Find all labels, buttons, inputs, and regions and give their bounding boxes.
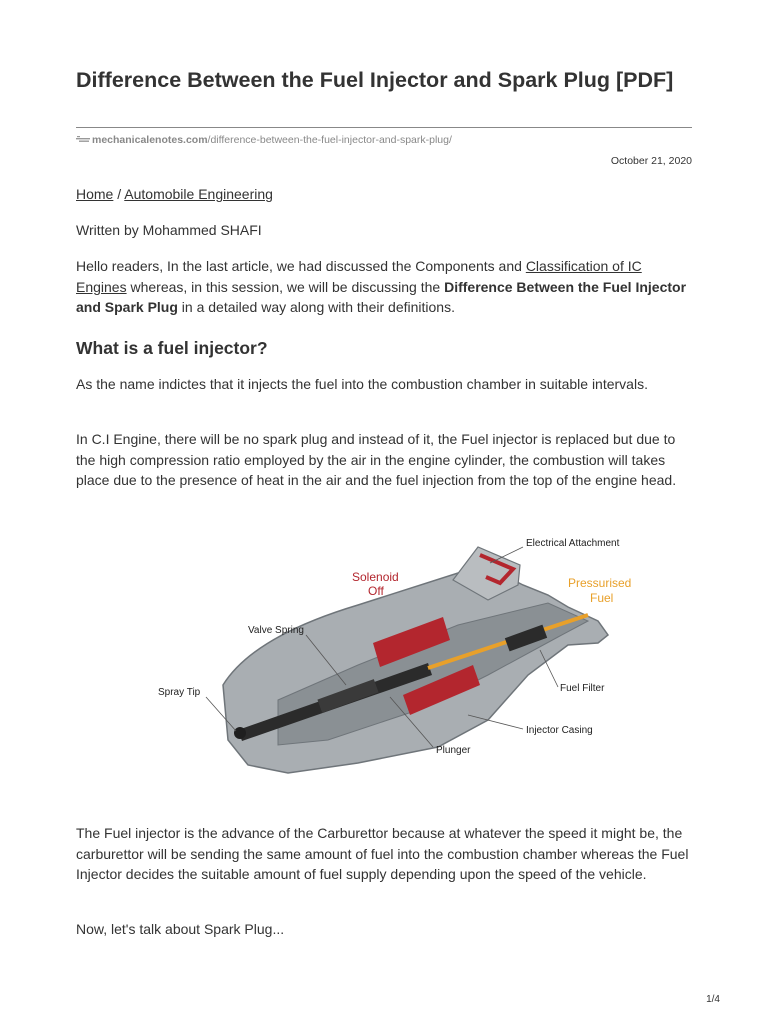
author-byline: Written by Mohammed SHAFI <box>76 222 262 238</box>
section-heading: What is a fuel injector? <box>76 338 268 358</box>
breadcrumb-category-link[interactable]: Automobile Engineering <box>124 186 273 202</box>
intro-text-3: in a detailed way along with their definitions. <box>177 299 455 315</box>
intro-text-1: Hello readers, In the last article, we had discussed the Components and <box>76 258 526 274</box>
label-injector-casing: Injector Casing <box>526 725 593 736</box>
label-spray-tip: Spray Tip <box>158 687 201 698</box>
page-number: 1/4 <box>706 994 720 1005</box>
label-solenoid-line1: Solenoid <box>352 570 399 584</box>
intro-paragraph <box>76 256 692 318</box>
classification-link[interactable]: Classification of IC Engines <box>76 258 642 295</box>
fuel-injector-illustration <box>128 525 640 810</box>
title-divider <box>76 127 692 128</box>
paragraph-4: Now, let's talk about Spark Plug... <box>76 921 285 937</box>
intro-text-2: whereas, in this session, we will be discussing the <box>126 278 445 295</box>
paragraph-3: The Fuel injector is the advance of the Carburettor because at whatever the speed it might be, the carburettor will be sending the same amount of fuel into the combustion chamber whereas the Fuel Injector decides the suitable amount of fuel supply depending upon the speed of the vehicle. <box>76 825 689 882</box>
breadcrumb-separator: / <box>113 186 125 202</box>
label-plunger: Plunger <box>436 745 471 756</box>
label-electrical-attachment: Electrical Attachment <box>526 538 620 549</box>
intro-bold-title: Difference Between the Fuel Injector and Spark Plug <box>76 278 687 315</box>
label-pressurised-line1: Pressurised <box>568 576 632 590</box>
label-fuel-filter: Fuel Filter <box>560 683 605 694</box>
label-valve-spring: Valve Spring <box>248 625 304 636</box>
paragraph-1: As the name indictes that it injects the fuel into the combustion chamber in suitable intervals. <box>76 376 648 392</box>
source-domain: mechanicalenotes.com <box>92 134 208 146</box>
label-solenoid-line2: Off <box>368 584 384 598</box>
page-title: Difference Between the Fuel Injector and Spark Plug [PDF] <box>76 68 674 92</box>
source-path: /difference-between-the-fuel-injector-and-spark-plug/ <box>207 134 452 146</box>
label-pressurised-line2: Fuel <box>590 591 614 605</box>
breadcrumb <box>76 186 273 202</box>
paragraph-2: In C.I Engine, there will be no spark plug and instead of it, the Fuel injector is replaced but due to the high compression ratio employed by the air in the engine cylinder, the combustion will takes place due to the presence of heat in the air and the fuel injection from the top of the engine head. <box>76 431 677 488</box>
spray-tip-shape <box>234 727 246 739</box>
source-url[interactable] <box>76 134 452 146</box>
publish-date: October 21, 2020 <box>610 155 692 167</box>
site-logo-icon <box>76 136 90 144</box>
fuel-injector-diagram <box>128 525 640 810</box>
breadcrumb-home-link[interactable]: Home <box>76 186 114 202</box>
